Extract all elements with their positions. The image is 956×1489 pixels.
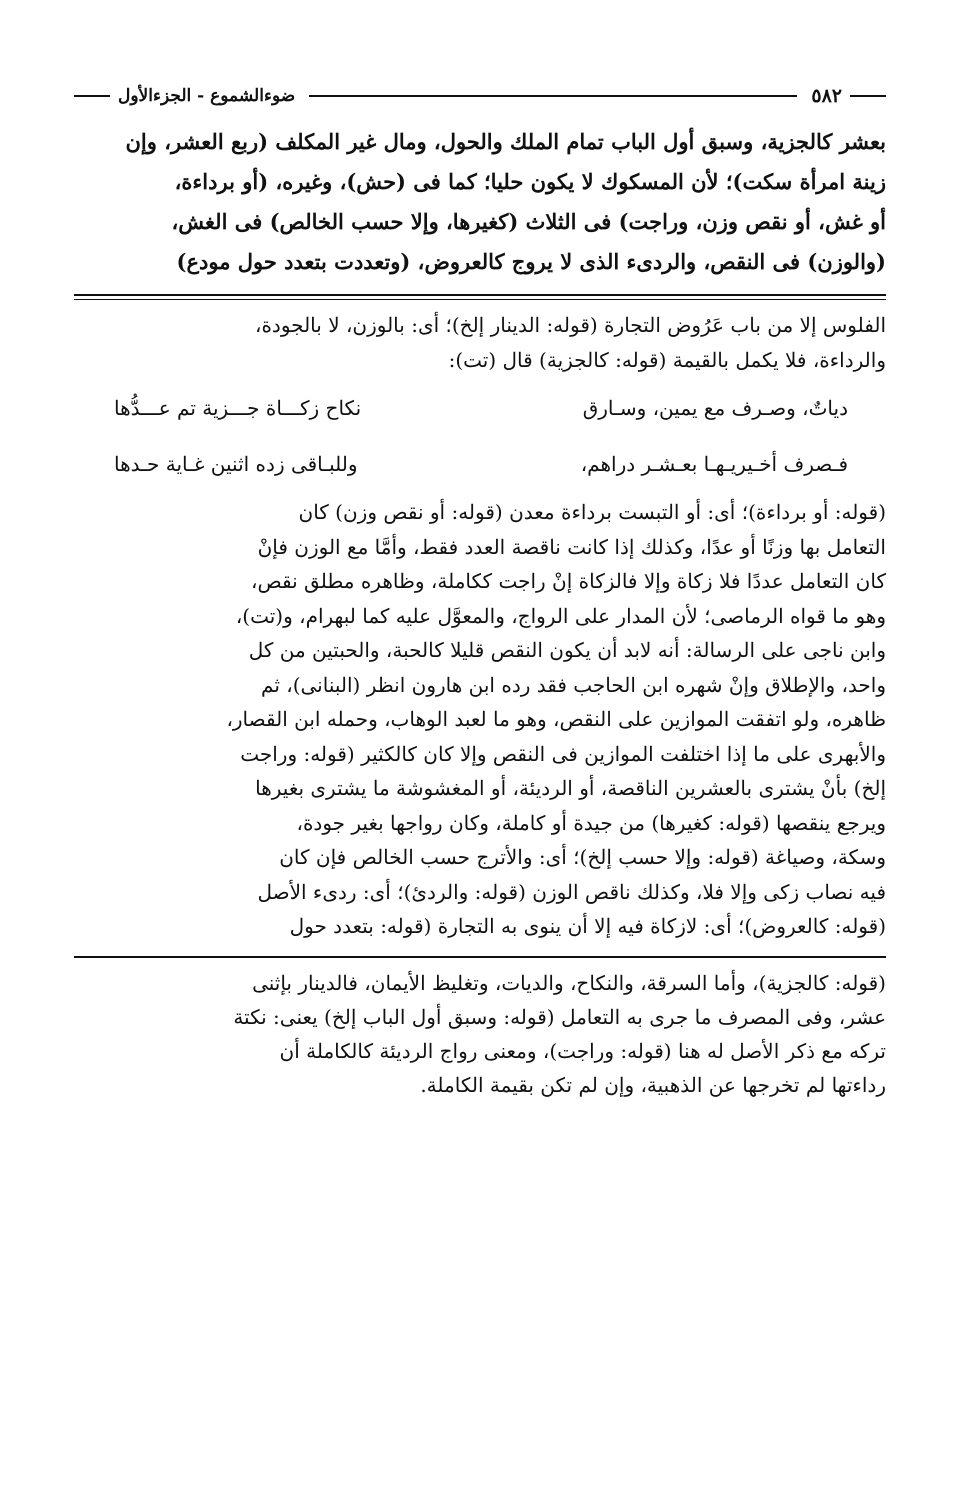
sharh-line: واحد، والإطلاق وإنْ شهره ابن الحاجب فقد رده ابن هارون انظر (البنانى)، ثم: [261, 672, 886, 697]
matn-line: بعشر كالجزية، وسبق أول الباب تمام الملك والحول، ومال غير المكلف (ربع العشر، وإن: [125, 129, 886, 154]
matn-line: (والوزن) فى النقص، والردىء الذى لا يروج كالعروض، (وتعددت بتعدد حول مودع): [176, 249, 886, 274]
poem-verse: [74, 439, 886, 489]
page-number-group: [811, 85, 886, 107]
page: [74, 80, 886, 1102]
footnote-line: (قوله: كالجزية)، وأما السرقة، والنكاح، والديات، وتغليظ الأيمان، فالدينار بإثنى: [252, 970, 886, 995]
main-text: [74, 122, 886, 282]
sharh-line: والرداءة، فلا يكمل بالقيمة (قوله: كالجزية) قال (تت):: [448, 347, 886, 372]
verse-first-hemistich: دياتٌ، وصـرف مع يمين، وسـارق: [582, 396, 848, 420]
sharh-line: الفلوس إلا من باب عَرُوض التجارة (قوله: الدينار إلخ)؛ أى: بالوزن، لا بالجودة،: [255, 313, 886, 337]
footnote-line: تركه مع ذكر الأصل له هنا (قوله: وراجت)، ومعنى رواج الرديئة كالكاملة أن: [279, 1038, 886, 1063]
commentary: [74, 308, 886, 944]
header-dash-left: [74, 95, 110, 97]
verse-second-hemistich: نكاح زكـــاة جـــزية تم عـــدُّها: [114, 396, 362, 420]
sharh-line: إلخ) بأنْ يشترى بالعشرين الناقصة، أو الرديئة، أو المغشوشة ما يشترى بغيرها: [255, 776, 886, 800]
sharh-line: (قوله: أو برداءة)؛ أى: أو التبست برداءة معدن (قوله: أو نقص وزن) كان: [298, 500, 886, 524]
header-rule: [309, 95, 797, 97]
running-header: [74, 80, 886, 112]
header-dash-right: [850, 95, 886, 97]
sharh-line: ظاهره، ولو اتفقت الموازين على النقص، وهو ما لعبد الوهاب، وحمله ابن القصار،: [226, 707, 886, 731]
sharh-line: (قوله: كالعروض)؛ أى: لازكاة فيه إلا أن ينوى به التجارة (قوله: بتعدد حول: [289, 914, 886, 938]
footnote-divider: [74, 956, 886, 958]
verse-second-hemistich: وللبـاقى زده اثنين غـاية حـدها: [114, 452, 358, 476]
footnote: [74, 966, 886, 1102]
sharh-line: ويرجع ينقصها (قوله: كغيرها) من جيدة أو كاملة، وكان رواجها بغير جودة،: [296, 810, 886, 835]
verse-first-hemistich: فـصرف أخـيريـهـا بعـشـر دراهم،: [580, 452, 848, 476]
book-title: ضوءالشموع - الجزءالأول: [118, 86, 296, 106]
sharh-line: كان التعامل عددًا فلا زكاة وإلا فالزكاة إنْ راجت ككاملة، وظاهره مطلق نقص،: [251, 569, 886, 593]
sharh-line: وسكة، وصياغة (قوله: وإلا حسب إلخ)؛ أى: والأترج حسب الخالص فإن كان: [279, 845, 886, 869]
footnote-line: عشر، وفى المصرف ما جرى به التعامل (قوله: وسبق أول الباب إلخ) يعنى: نكتة: [233, 1004, 886, 1029]
poem-verse: [74, 383, 886, 433]
sharh-line: والأبهرى على ما إذا اختلفت الموازين فى النقص وإلا كان كالكثير (قوله: وراجت: [240, 741, 886, 766]
section-divider: [74, 294, 886, 300]
poem: [74, 383, 886, 489]
sharh-line: التعامل بها وزنًا أو عدًا، وكذلك إذا كانت ناقصة العدد فقط، وأمَّا مع الوزن فإنْ: [257, 534, 886, 559]
matn-line: أو غش، أو نقص وزن، وراجت) فى الثلاث (كغيرها، وإلا حسب الخالص) فى الغش،: [171, 209, 886, 234]
sharh-line: فيه نصاب زكى وإلا فلا، وكذلك ناقص الوزن (قوله: والردئ)؛ أى: ردىء الأصل: [257, 879, 886, 904]
book-title-group: [74, 86, 295, 106]
page-number: ٥٨٢: [811, 85, 842, 107]
sharh-line: وابن ناجى على الرسالة: أنه لابد أن يكون النقص قليلا كالحبة، والحبتين من كل: [248, 638, 886, 662]
sharh-line: وهو ما قواه الرماصى؛ لأن المدار على الرواج، والمعوَّل عليه كما لبهرام، و(تت)،: [235, 603, 886, 628]
matn-line: زينة امرأة سكت)؛ لأن المسكوك لا يكون حليا؛ كما فى (حش)، وغيره، (أو برداءة،: [174, 169, 886, 194]
footnote-line: رداءتها لم تخرجها عن الذهبية، وإن لم تكن بقيمة الكاملة.: [420, 1072, 886, 1097]
